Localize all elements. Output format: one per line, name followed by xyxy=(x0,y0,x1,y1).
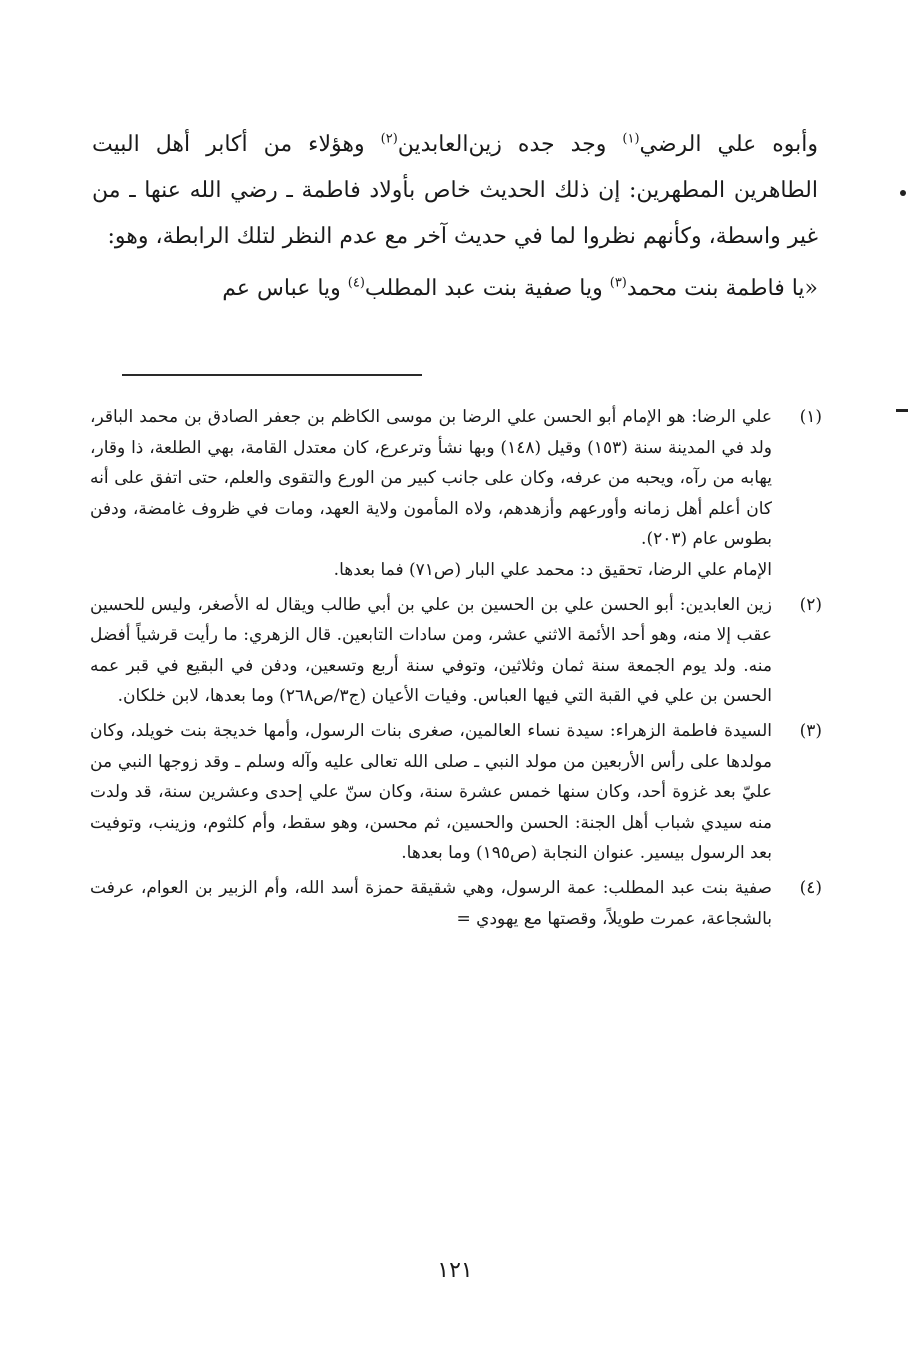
footnote-2 xyxy=(90,590,822,712)
footnote-number: (١) xyxy=(799,407,822,427)
footnote-3 xyxy=(90,716,822,869)
footnote-4 xyxy=(90,873,822,934)
footnote-text: علي الرضا: هو الإمام أبو الحسن علي الرضا بن موسى الكاظم بن جعفر الصادق بن محمد الباقر، ولد في المدينة سنة (١٥٣) وقيل (١٤٨) وبها نشأ وترعرع، كان معتدل القامة، بهي الطلعة، ذا وقار، يهابه من رآه، ويحبه من عرفه، وكان على جانب كبير من الورع والتقوى والعلم، حتى اتفق على أنه كان أعلم أهل زمانه وأورعهم وأزهدهم، ولاه المأمون ولاية العهد، ومات في ظروف غامضة، ودفن بطوس عام (٢٠٣). xyxy=(90,407,772,550)
main-text xyxy=(92,122,818,312)
footnote-ref: (٤) xyxy=(347,275,365,291)
footnote-number: (٢) xyxy=(799,594,822,615)
footnote-text: السيدة فاطمة الزهراء: سيدة نساء العالمين، صغرى بنات الرسول، وأمها خديجة بنت خويلد، وكان مولدها على رأس الأربعين من مولد النبي ـ صلى الله تعالى عليه وآله وسلم ـ وقد زوجها النبي من عليّ بعد غزوة أحد، وكان سنها خمس عشرة سنة، وكان سنّ علي إحدى وعشرين سنة، قد ولدت منه سيدي شباب أهل الجنة: الحسن والحسين، ثم محسن، وهو سقط، وأم كلثوم، وزينب، وتوفيت بعد الرسول بيسير. عنوان النجابة (ص١٩٥) وما بعدها. xyxy=(90,720,772,864)
footnote-ref: (١) xyxy=(622,131,640,147)
footnotes xyxy=(90,402,822,938)
footnote-number: (٤) xyxy=(799,877,822,898)
footnote-ref: (٢) xyxy=(380,131,398,147)
footnote-source: الإمام علي الرضا، تحقيق د: محمد علي البار (ص٧١) فما بعدها. xyxy=(333,559,772,580)
margin-dot xyxy=(900,190,906,196)
footnote-number: (٣) xyxy=(799,720,822,741)
margin-dash xyxy=(896,409,908,412)
footnote-ref: (٣) xyxy=(609,275,627,291)
page-number: ١٢١ xyxy=(437,1258,473,1283)
footnote-text: زين العابدين: أبو الحسن علي بن الحسين بن علي بن أبي طالب ويقال له الأصغر، وليس للحسين عقب إلا منه، وهو أحد الأئمة الاثني عشر، ومن سادات التابعين. قال الزهري: ما رأيت قرشياً أفضل منه. ولد يوم الجمعة سنة ثمان وثلاثين، وتوفي سنة أربع وتسعين، ودفن في البقيع في قبر عمه الحسن بن علي في القبة التي فيها العباس. وفيات الأعيان (ج٣/ص٢٦٨) وما بعدها، لابن خلكان. xyxy=(90,594,772,707)
footnote-separator xyxy=(122,374,422,376)
hadith-quote: «يا فاطمة بنت محمد$^{(٣)}$ ويا صفية بنت عبد المطلب$^{(٤)}$ ويا عباس عم xyxy=(222,275,818,301)
main-paragraph: وأبوه علي الرضي$^{(١)}$ وجد جده زين‌العابدين$^{(٢)}$ وهؤلاء من أكابر أهل البيت الطاهرين المطهرين: إن ذلك الحديث خاص بأولاد فاطمة ـ رضي الله عنها ـ من غير واسطة، وكأنهم نظروا لما في حديث آخر مع عدم النظر لتلك الرابطة، وهو: xyxy=(92,131,818,249)
footnote-1 xyxy=(90,402,822,586)
footnote-text: صفية بنت عبد المطلب: عمة الرسول، وهي شقيقة حمزة أسد الله، وأم الزبير بن العوام، عرفت بالشجاعة، عمرت طويلاً، وقصتها مع يهودي = xyxy=(90,877,772,929)
